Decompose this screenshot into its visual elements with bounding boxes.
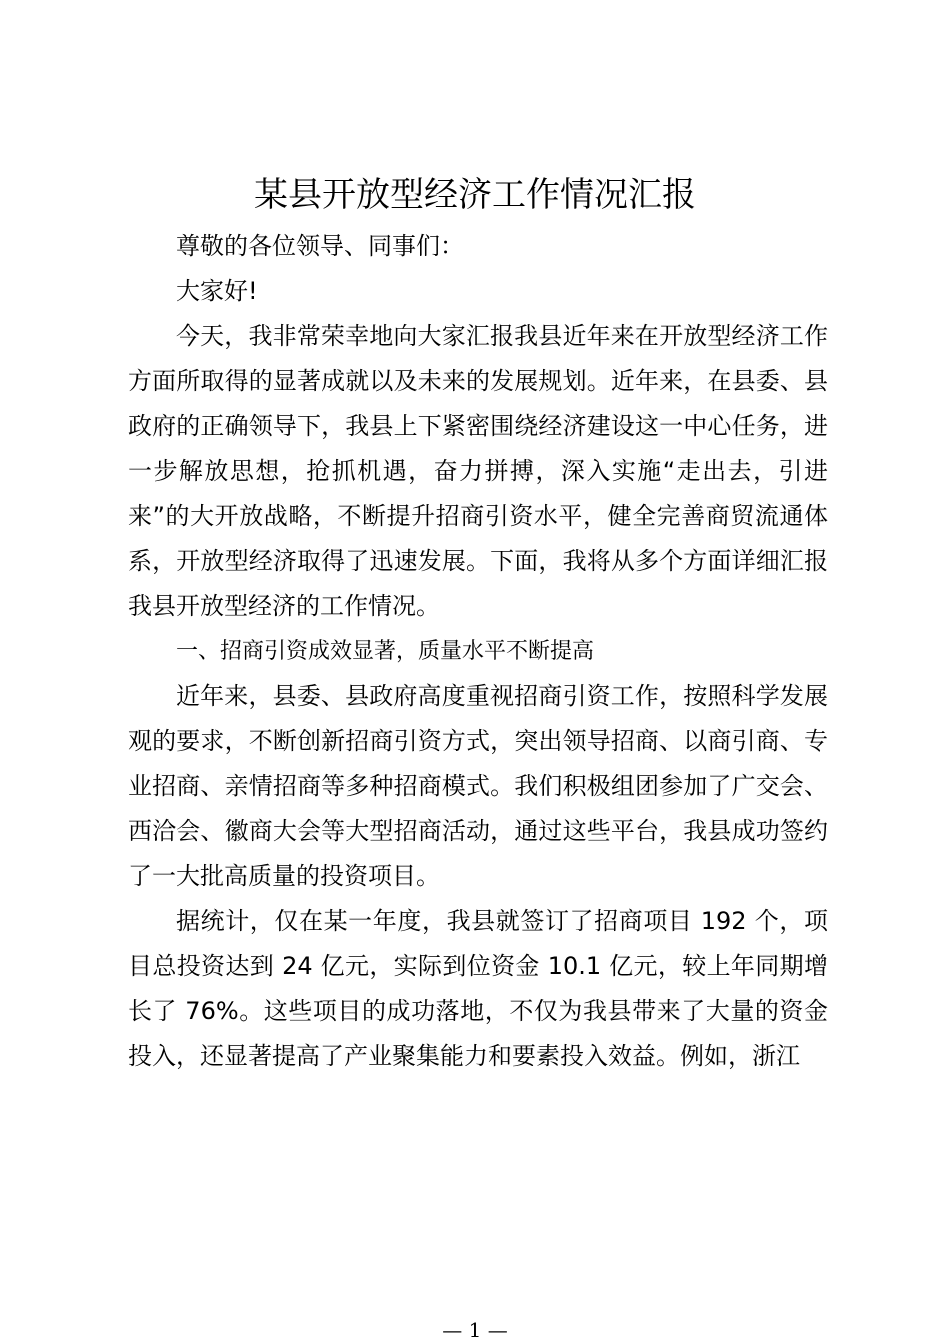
greeting: 大家好! bbox=[176, 277, 258, 305]
section-1-paragraph-2: 据统计，仅在某一年度，我县就签订了招商项目 192 个，项目总投资达到 24 亿元，实际到位资金 10.1 亿元，较上年同期增长了 76%。这些项目的成功落地，不仅为我县带来了大量的资金投入，还显著提高了产业聚集能力和要素投入效益。例如，浙江 bbox=[128, 907, 828, 1070]
intro-paragraph: 今天，我非常荣幸地向大家汇报我县近年来在开放型经济工作方面所取得的显著成就以及未来的发展规划。近年来，在县委、县政府的正确领导下，我县上下紧密围绕经济建设这一中心任务，进一步解放思想，抢抓机遇，奋力拼搏，深入实施“走出去，引进来”的大开放战略，不断提升招商引资水平，健全完善商贸流通体系，开放型经济取得了迅速发展。下面，我将从多个方面详细汇报我县开放型经济的工作情况。 bbox=[128, 322, 828, 620]
section-heading-1: 一、招商引资成效显著，质量水平不断提高 bbox=[176, 639, 595, 664]
document-body bbox=[128, 224, 828, 1079]
page-number: — 1 — bbox=[442, 1318, 508, 1342]
section-1-paragraph-1: 近年来，县委、县政府高度重视招商引资工作，按照科学发展观的要求，不断创新招商引资方式，突出领导招商、以商引商、专业招商、亲情招商等多种招商模式。我们积极组团参加了广交会、西洽会、徽商大会等大型招商活动，通过这些平台，我县成功签约了一大批高质量的投资项目。 bbox=[128, 682, 828, 890]
salutation: 尊敬的各位领导、同事们： bbox=[176, 232, 464, 260]
document-title: 某县开放型经济工作情况汇报 bbox=[254, 175, 696, 215]
